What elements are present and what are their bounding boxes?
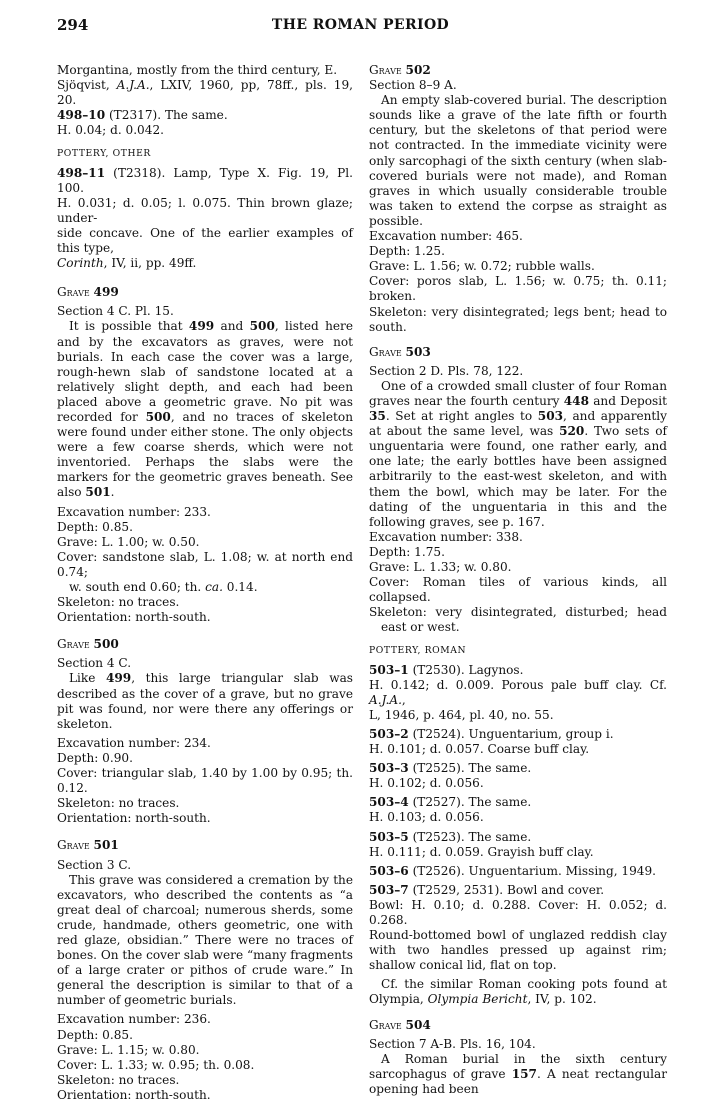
depth: Depth: 0.90. — [57, 750, 133, 765]
running-title: THE ROMAN PERIOD — [271, 17, 450, 33]
grave-heading — [369, 63, 667, 78]
grave-number: 501 — [93, 838, 119, 853]
grave-number: 499 — [93, 285, 119, 300]
excavation-number: Excavation number: 465. — [369, 229, 523, 244]
running-header — [57, 18, 664, 38]
description-paragraph: This grave was considered a cremation by the excavators, who described the contents as “a great deal of charcoal; numerous sherds, some crude, handmade, others geometric, one with red glaze, obsidian.” There were no traces of bones. On the cover slab were “many fragments of a large crater or pithos of crude ware.” In general the description is similar to that of a number of geometric burials. — [57, 872, 353, 1008]
grave-heading — [57, 637, 353, 652]
entry-text: H. 0.142; d. 0.009. Porous pale buff clay. Cf. — [369, 677, 667, 692]
text-run: , and apparently at about the same level, was — [369, 409, 667, 439]
catalog-entry — [369, 830, 667, 860]
text-run: Cover: sandstone slab, L. 1.08; w. at north end 0.74; — [57, 549, 353, 579]
entry-number: 498–11 — [57, 165, 106, 180]
grave-ref: 500 — [145, 409, 171, 424]
text-run: ca. — [205, 580, 223, 594]
description-paragraph — [57, 319, 353, 500]
entry-dimensions: Bowl: H. 0.10; d. 0.288. Cover: H. 0.052; d. 0.268. — [369, 897, 667, 927]
entry-text: (T2526). Unguentarium. Missing, 1949. — [408, 863, 657, 878]
entry-number: 503–2 — [369, 726, 409, 741]
depth: Depth: 0.85. — [57, 519, 133, 534]
entry-text: (T2318). Lamp, Type X. Fig. 19, Pl. 100. — [57, 165, 353, 195]
entry-dimensions: H. 0.101; d. 0.057. Coarse buff clay. — [369, 742, 590, 757]
entry-dimensions: H. 0.102; d. 0.056. — [369, 776, 484, 791]
text-run: . A neat rectangular opening had been — [369, 1066, 667, 1096]
grave-ref: 501 — [85, 485, 111, 500]
intro-text: Sjöqvist, — [57, 78, 117, 93]
entry-text: H. 0.031; d. 0.05; l. 0.075. Thin brown glaze; under- — [57, 195, 353, 225]
catalog-entry — [369, 663, 667, 723]
entry-dimensions: H. 0.111; d. 0.059. Grayish buff clay. — [369, 844, 594, 859]
grave-ref: 520 — [559, 424, 585, 439]
section-line: Section 8–9 A. — [369, 78, 457, 93]
grave-heading — [57, 838, 353, 853]
right-column — [369, 63, 667, 1097]
section-label-pottery-roman: POTTERY, ROMAN — [369, 645, 467, 657]
text-run: . Two sets of unguentaria were found, one rather early, and one late; the early bottles have been assigned arbitrarily to the east-west skeleton, and with them the bowl, which may be later. For the dating of the unguentaria in this and the following graves, see p. 167. — [369, 424, 667, 529]
grave-number: 503 — [405, 344, 431, 359]
skeleton: Skeleton: no traces. — [57, 1072, 180, 1087]
section-line: Section 4 C. Pl. 15. — [57, 304, 174, 319]
text-run: , and no traces of skeleton were found under either stone. The only objects were a few coarse sherds, which were not inventoried. Perhaps the slabs were the markers for the geometric graves beneath. See also — [57, 409, 353, 500]
text-run: One of a crowded small cluster of four Roman graves near the fourth century — [369, 378, 667, 408]
text-run: A Roman burial in the sixth century sarcophagus of grave — [369, 1051, 667, 1081]
entry-text: L, 1946, p. 464, pl. 40, no. 55. — [369, 707, 554, 722]
grave-word: Grave — [369, 344, 402, 359]
entry-dimensions: H. 0.103; d. 0.056. — [369, 810, 484, 825]
entry-number: 498–10 — [57, 108, 106, 123]
catalog-entry — [369, 727, 667, 757]
intro-paragraph — [57, 63, 353, 108]
grave-word: Grave — [57, 838, 90, 853]
entry-text: (T2317). The same. — [105, 108, 228, 123]
entry-text: (T2524). Unguentarium, group i. — [408, 726, 614, 741]
entry-text: (T2525). The same. — [408, 761, 532, 776]
text-run: Cf. the similar Roman cooking pots found at Olympia, — [369, 977, 667, 1007]
skeleton: Skeleton: very disintegrated; legs bent; head to south. — [369, 304, 667, 334]
entry-text: , IV, ii, pp. 49ff. — [103, 256, 197, 271]
text-run: , this large triangular slab was described as the cover of a grave, but no grave pit was found, nor were there any offerings or skeleton. — [57, 671, 353, 731]
grave-heading — [57, 285, 353, 300]
intro-text: , LXIV, 1960, pp, 78ff., pls. 19, 20. — [57, 78, 354, 108]
excavation-number: Excavation number: 233. — [57, 504, 211, 519]
cover-description: Cover: Roman tiles of various kinds, all collapsed. — [369, 575, 667, 605]
grave-word: Grave — [369, 63, 402, 77]
text-run: and — [214, 319, 250, 334]
orientation: Orientation: north-south. — [57, 811, 211, 826]
depth: Depth: 1.25. — [369, 244, 445, 259]
description-paragraph — [369, 1052, 667, 1097]
journal-title: Olympia Bericht — [427, 992, 528, 1007]
text-run: . Set at right angles to — [385, 409, 538, 424]
catalog-entry — [57, 166, 353, 272]
skeleton: Skeleton: very disintegrated, disturbed; head east or west. — [369, 605, 667, 635]
grave-word: Grave — [57, 637, 90, 652]
section-line: Section 2 D. Pls. 78, 122. — [369, 363, 524, 378]
grave-number: 504 — [405, 1017, 431, 1032]
depth: Depth: 1.75. — [369, 544, 445, 559]
section-line: Section 7 A-B. Pls. 16, 104. — [369, 1036, 536, 1051]
section-label-pottery-other: POTTERY, OTHER — [57, 148, 151, 160]
grave-heading — [369, 345, 667, 360]
comparison-note — [369, 977, 667, 1007]
entry-number: 503–6 — [369, 863, 409, 878]
entry-text: side concave. One of the earlier examples of this type, — [57, 225, 353, 256]
journal-title: A.J.A. — [116, 78, 150, 93]
entry-number: 503–1 — [369, 662, 409, 677]
entry-number: 503–4 — [369, 795, 409, 810]
grave-ref: 500 — [249, 319, 275, 334]
cover-description: Cover: L. 1.33; w. 0.95; th. 0.08. — [57, 1057, 255, 1072]
catalog-entry — [369, 795, 667, 825]
text-run: Like — [69, 671, 106, 686]
grave-word: Grave — [57, 285, 90, 300]
grave-number: 502 — [405, 63, 431, 77]
cover-description: Cover: poros slab, L. 1.56; w. 0.75; th. 0.11; broken. — [369, 274, 667, 304]
entry-number: 503–7 — [369, 882, 409, 897]
catalog-entry — [369, 883, 667, 974]
grave-ref: 499 — [105, 671, 132, 686]
entry-text: , — [401, 692, 406, 707]
description-paragraph: An empty slab-covered burial. The description sounds like a grave of the late fifth or fourth century, but the skeletons of that period were not contracted. In the immediate vicinity were only sarcophagi of the sixth century (when slab-covered burials were not made), and Roman graves in which usually considerable trouble was taken to extend the corpse as straight as possible. — [369, 93, 667, 228]
entry-dimensions: H. 0.04; d. 0.042. — [57, 123, 164, 138]
text-run: . — [110, 485, 115, 500]
text-run: It is possible that — [69, 319, 189, 334]
section-line: Section 4 C. — [57, 656, 132, 671]
grave-ref: 503 — [537, 409, 564, 424]
cover-description — [57, 550, 353, 595]
text-run: and Deposit — [589, 393, 667, 408]
skeleton: Skeleton: no traces. — [57, 595, 180, 610]
left-column — [57, 63, 353, 1103]
intro-text: Morgantina, mostly from the third century, E. — [57, 63, 338, 77]
orientation: Orientation: north-south. — [57, 1087, 211, 1102]
catalog-entry — [57, 108, 353, 138]
grave-ref: 448 — [563, 393, 589, 408]
entry-text: (T2529, 2531). Bowl and cover. — [408, 882, 605, 897]
text-run: , listed here and by the excavators as graves, were not burials. In each case the cover was a large, rough-hewn slab of sandstone located at a relatively slight depth, and each had been placed above a geometric grave. No pit was recorded for — [57, 319, 353, 424]
excavation-number: Excavation number: 236. — [57, 1012, 211, 1027]
entry-number: 503–3 — [369, 761, 409, 776]
text-run: w. south end 0.60; th. — [69, 580, 206, 594]
excavation-number: Excavation number: 234. — [57, 735, 211, 750]
cover-description: Cover: triangular slab, 1.40 by 1.00 by 0.95; th. 0.12. — [57, 766, 353, 796]
catalog-entry — [369, 864, 667, 879]
grave-ref: 499 — [188, 319, 215, 334]
excavation-number: Excavation number: 338. — [369, 529, 523, 544]
section-line: Section 3 C. — [57, 857, 132, 872]
catalog-entry — [369, 761, 667, 791]
description-paragraph — [369, 379, 667, 530]
description-paragraph — [57, 671, 353, 731]
orientation: Orientation: north-south. — [57, 610, 211, 625]
text-run: , IV, p. 102. — [527, 992, 597, 1007]
entry-number: 503–5 — [369, 829, 409, 844]
text-run: 0.14. — [222, 580, 258, 594]
entry-text: (T2523). The same. — [408, 829, 532, 844]
deposit-ref: 35 — [369, 409, 386, 424]
entry-text: (T2530). Lagynos. — [408, 662, 524, 677]
grave-dimensions: Grave: L. 1.15; w. 0.80. — [57, 1042, 200, 1057]
grave-dimensions: Grave: L. 1.33; w. 0.80. — [369, 560, 512, 574]
entry-text: (T2527). The same. — [408, 795, 532, 810]
grave-ref: 157 — [511, 1066, 537, 1081]
book-title: Corinth — [57, 256, 104, 271]
page-number: 294 — [57, 16, 89, 34]
skeleton: Skeleton: no traces. — [57, 796, 180, 811]
grave-dimensions: Grave: L. 1.00; w. 0.50. — [57, 534, 200, 549]
depth: Depth: 0.85. — [57, 1027, 133, 1042]
journal-title: A.J.A. — [369, 692, 402, 707]
grave-number: 500 — [93, 637, 119, 652]
entry-text: Round-bottomed bowl of unglazed reddish clay with two handles pressed up against rim; shallow conical lid, flat on top. — [369, 928, 667, 973]
grave-heading — [369, 1018, 667, 1033]
grave-word: Grave — [369, 1017, 402, 1032]
grave-dimensions: Grave: L. 1.56; w. 0.72; rubble walls. — [369, 259, 595, 274]
